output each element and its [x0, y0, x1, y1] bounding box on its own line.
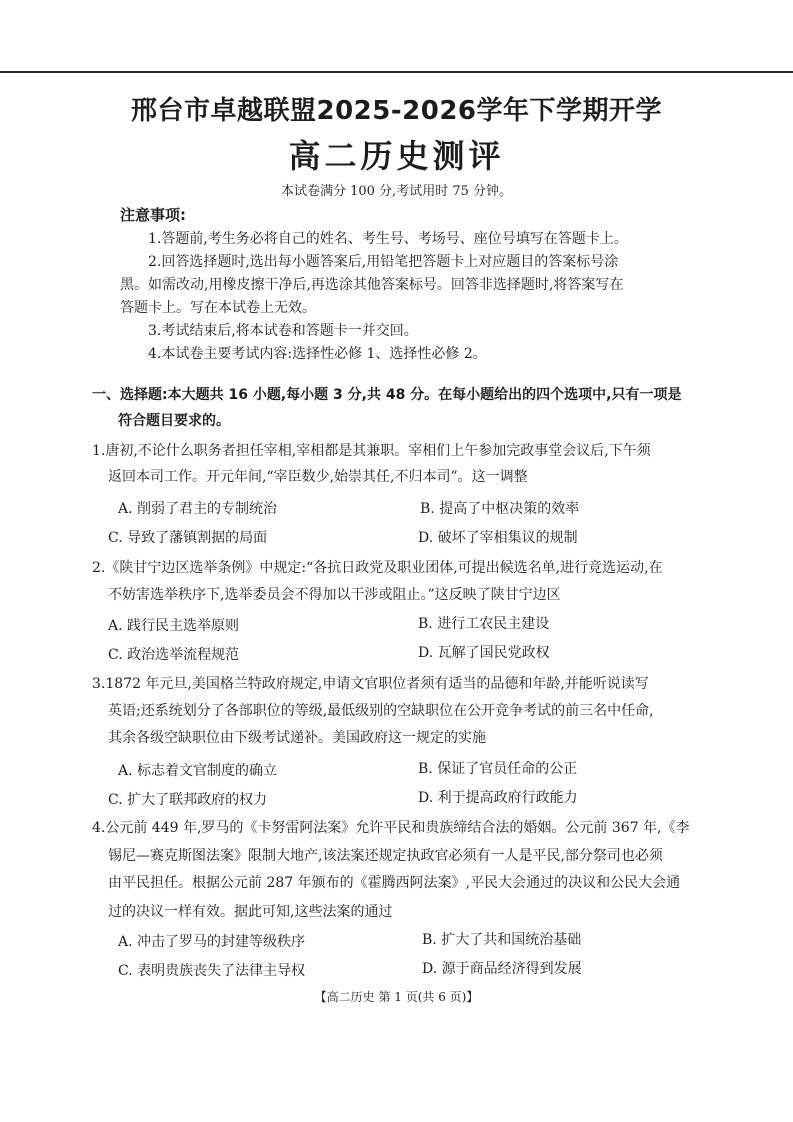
question-3-line: 3.1872 年元旦,美国格兰特政府规定,申请文官职位者须有适当的品德和年龄,并能听说读写: [92, 676, 649, 692]
notice-line: 答题卡上。写在本试卷上无效。: [120, 300, 316, 316]
question-1-option-b: B. 提高了中枢决策的效率: [420, 501, 580, 517]
question-2-line: 2.《陕甘宁边区选举条例》中规定:“各抗日政党及职业团体,可提出候选名单,进行竞选运动,在: [92, 560, 663, 576]
top-rule: [0, 71, 793, 73]
question-2-option-a: A. 践行民主选举原则: [108, 618, 240, 634]
section-heading-line1: 一、选择题:本大题共 16 小题,每小题 3 分,共 48 分。在每小题给出的四个选项中,只有一项是: [92, 387, 682, 403]
question-4-line: 4.公元前 449 年,罗马的《卡努雷阿法案》允许平民和贵族缔结合法的婚姻。公元前 367 年,《李: [92, 820, 690, 836]
question-2-option-d: D. 瓦解了国民党政权: [418, 645, 550, 661]
question-1-option-a: A. 削弱了君主的专制统治: [118, 501, 278, 517]
question-2-line: 不妨害选举秩序下,选举委员会不得加以干涉或阻止。”这反映了陕甘宁边区: [108, 587, 561, 603]
question-1-line: 返回本司工作。开元年间,“宰臣数少,始崇其任,不归本司”。这一调整: [108, 469, 528, 485]
question-3-option-b: B. 保证了官员任命的公正: [418, 761, 578, 777]
exam-title-line1: 邢台市卓越联盟2025-2026学年下学期开学: [130, 96, 663, 126]
question-4-option-b: B. 扩大了共和国统治基础: [422, 932, 582, 948]
page-footer: 【高二历史 第 1 页(共 6 页)】: [314, 990, 479, 1004]
question-4-option-a: A. 冲击了罗马的封建等级秩序: [118, 934, 306, 950]
notice-heading: 注意事项:: [120, 206, 186, 224]
question-1-option-c: C. 导致了藩镇割据的局面: [108, 530, 268, 546]
notice-line: 3.考试结束后,将本试卷和答题卡一并交回。: [148, 323, 418, 339]
question-4-line: 由平民担任。根据公元前 287 年颁布的《霍腾西阿法案》,平民大会通过的决议和公民大会通: [108, 875, 681, 891]
question-1-option-d: D. 破坏了宰相集议的规制: [418, 530, 578, 546]
exam-title-line2: 高二历史测评: [288, 137, 505, 175]
question-4-option-c: C. 表明贵族丧失了法律主导权: [118, 963, 306, 979]
question-1-line: 1.唐初,不论什么职务者担任宰相,宰相都是其兼职。宰相们上午参加完政事堂会议后,下午须: [92, 443, 651, 459]
notice-line: 1.答题前,考生务必将自己的姓名、考生号、考场号、座位号填写在答题卡上。: [148, 231, 628, 247]
question-4-line: 锡尼—赛克斯图法案》限制大地产,该法案还规定执政官必须有一人是平民,部分祭司也必须: [108, 848, 663, 864]
notice-line: 4.本试卷主要考试内容:选择性必修 1、选择性必修 2。: [148, 346, 487, 362]
question-4-line: 过的决议一样有效。据此可知,这些法案的通过: [108, 904, 393, 920]
question-4-option-d: D. 源于商品经济得到发展: [422, 961, 582, 977]
question-2-option-c: C. 政治选举流程规范: [108, 647, 240, 663]
question-3-option-a: A. 标志着文官制度的确立: [118, 763, 278, 779]
question-2-option-b: B. 进行工农民主建设: [418, 616, 550, 632]
notice-line: 2.回答选择题时,选出每小题答案后,用铅笔把答题卡上对应题目的答案标号涂: [148, 254, 619, 270]
question-3-option-c: C. 扩大了联邦政府的权力: [108, 792, 268, 808]
question-3-line: 英语;还系统划分了各部职位的等级,最低级别的空缺职位在公开竞争考试的前三名中任命,: [108, 703, 654, 719]
question-3-line: 其余各级空缺职位由下级考试递补。美国政府这一规定的实施: [108, 730, 486, 746]
section-heading-line2: 符合题目要求的。: [118, 413, 230, 429]
exam-subtitle: 本试卷满分 100 分,考试用时 75 分钟。: [280, 184, 513, 199]
notice-line: 黑。如需改动,用橡皮擦干净后,再选涂其他答案标号。回答非选择题时,将答案写在: [120, 277, 624, 293]
question-3-option-d: D. 利于提高政府行政能力: [418, 790, 578, 806]
